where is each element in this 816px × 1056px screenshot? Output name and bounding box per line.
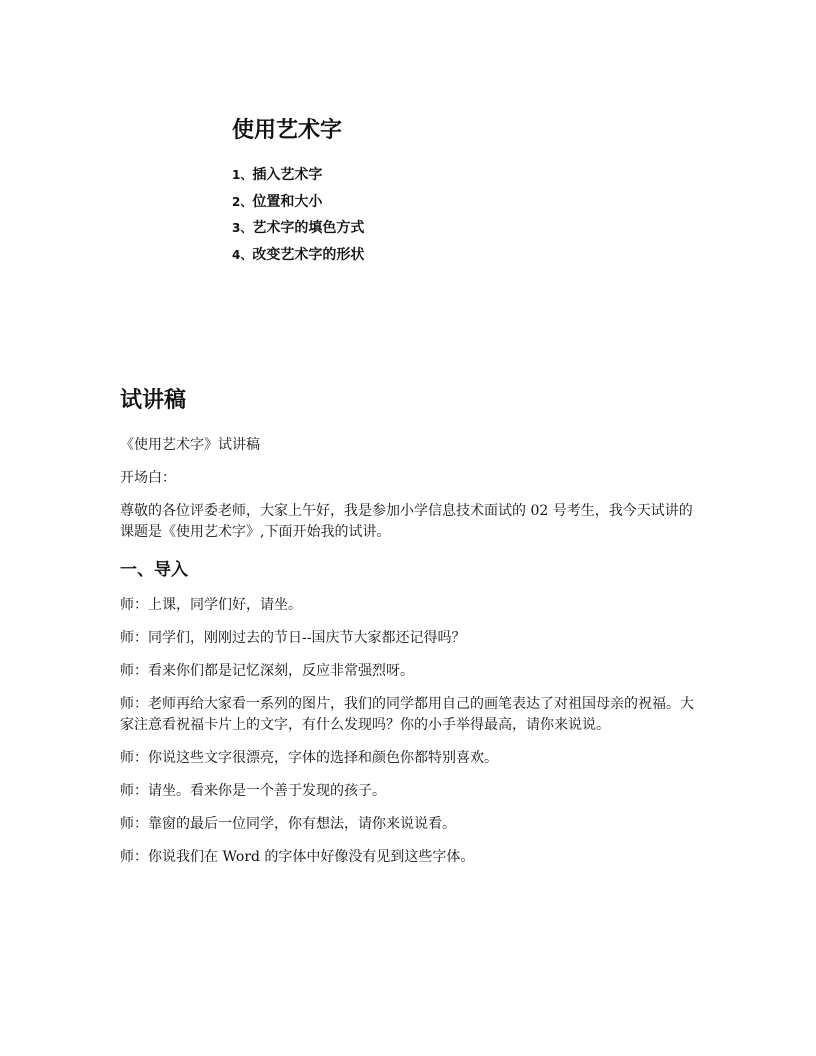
outline-item-1 bbox=[232, 162, 632, 189]
opening-label: 开场白： bbox=[120, 470, 176, 486]
outline-item-number: 1、 bbox=[232, 168, 253, 182]
script-body bbox=[120, 384, 700, 880]
outline-list bbox=[232, 162, 632, 268]
outline-item-number: 3、 bbox=[232, 221, 253, 235]
dialogue-paragraph: 师：上课，同学们好，请坐。 bbox=[120, 597, 302, 613]
dialogue-paragraph: 师：请坐。看来你是一个善于发现的孩子。 bbox=[120, 783, 386, 799]
outline-item-number: 2、 bbox=[232, 194, 253, 209]
outline-item-text: 位置和大小 bbox=[252, 193, 323, 210]
outline-title: 使用艺术字 bbox=[232, 118, 343, 143]
opening-paragraph: 尊敬的各位评委老师，大家上午好，我是参加小学信息技术面试的 02 号考生，我今天试讲的课题是《使用艺术字》,下面开始我的试讲。 bbox=[120, 503, 693, 540]
lesson-outline bbox=[232, 114, 632, 268]
script-subtitle: 《使用艺术字》试讲稿 bbox=[120, 437, 260, 453]
dialogue-paragraph: 师：你说我们在 Word 的字体中好像没有见到这些字体。 bbox=[120, 849, 475, 865]
dialogue-paragraph: 师：老师再给大家看一系列的图片，我们的同学都用自己的画笔表达了对祖国母亲的祝福。大家注意看祝福卡片上的文字，有什么发现吗？你的小手举得最高，请你来说说。 bbox=[120, 696, 694, 733]
outline-item-number: 4、 bbox=[232, 247, 253, 262]
outline-item-text: 插入艺术字 bbox=[252, 167, 323, 183]
dialogue-paragraph: 师：你说这些文字很漂亮，字体的选择和颜色你都特别喜欢。 bbox=[120, 750, 498, 766]
section-heading-intro: 一、导入 bbox=[120, 560, 188, 580]
script-heading: 试讲稿 bbox=[120, 388, 187, 413]
outline-item-3 bbox=[232, 215, 632, 242]
dialogue-paragraph: 师：靠窗的最后一位同学，你有想法，请你来说说看。 bbox=[120, 816, 456, 832]
outline-item-text: 艺术字的填色方式 bbox=[252, 220, 365, 236]
dialogue-paragraph: 师：同学们，刚刚过去的节日--国庆节大家都还记得吗？ bbox=[120, 630, 466, 646]
outline-item-text: 改变艺术字的形状 bbox=[252, 246, 365, 263]
outline-item-4 bbox=[232, 242, 632, 269]
dialogue-paragraph: 师：看来你们都是记忆深刻，反应非常强烈呀。 bbox=[120, 663, 414, 679]
outline-item-2 bbox=[232, 189, 632, 216]
